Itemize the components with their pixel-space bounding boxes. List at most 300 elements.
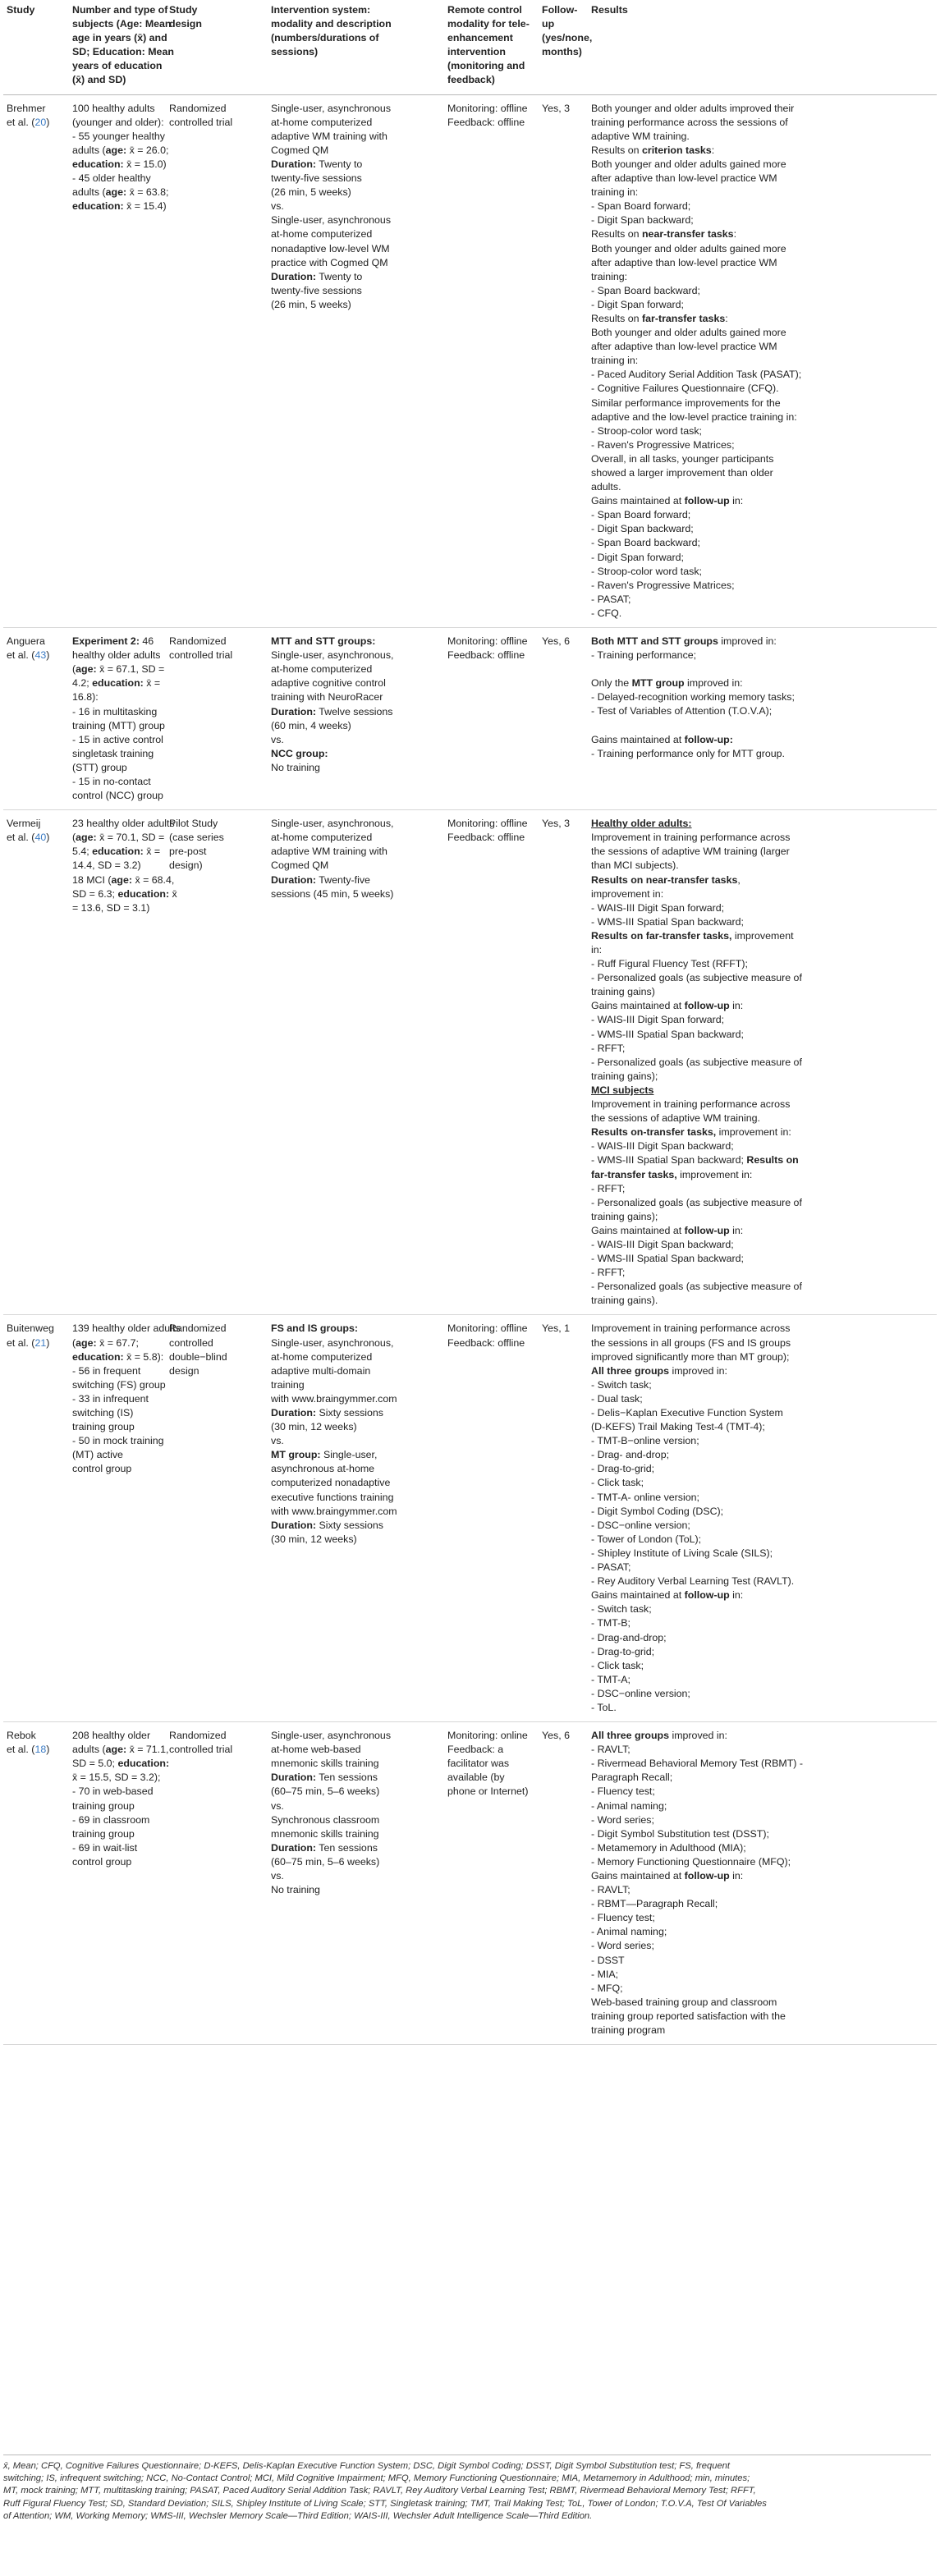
header-line: enhancement [447, 32, 513, 44]
text-run: : [733, 228, 737, 241]
bold-text: Experiment 2: [72, 635, 140, 648]
text-run: training: [591, 270, 628, 282]
results-cell [588, 628, 937, 810]
cell-line [591, 1771, 930, 1785]
text-run: (30 min, 12 weeks) [271, 1421, 357, 1433]
cell-line [271, 1420, 438, 1434]
cell-line [169, 1322, 261, 1336]
reference-link[interactable]: 43 [34, 649, 47, 662]
text-run: Both younger and older adults gained more [591, 158, 786, 170]
cell-line [591, 522, 930, 536]
reference-link[interactable]: 40 [34, 832, 47, 844]
cell-line [591, 690, 930, 704]
text-run: adults ( [72, 1744, 106, 1756]
blank-line [591, 719, 930, 733]
cell-line [591, 1224, 930, 1238]
cell-line [72, 1420, 159, 1434]
text-run: Randomized [169, 635, 227, 648]
bold-text: education: [72, 1350, 124, 1363]
cell-line [72, 831, 165, 845]
text-run: - Span Board backward; [591, 537, 700, 549]
cell-line [271, 845, 438, 859]
cell-line [591, 1827, 930, 1841]
text-run: switching (FS) group [72, 1378, 166, 1391]
text-run: phone or Internet) [447, 1785, 529, 1798]
text-run: (60–75 min, 5–6 weeks) [271, 1855, 380, 1868]
text-run: - Span Board forward; [591, 509, 691, 521]
cell-line [591, 635, 930, 649]
cell-line [591, 1897, 930, 1911]
cell-line [447, 649, 532, 662]
table-row [3, 628, 937, 810]
reference-link[interactable]: 21 [34, 1336, 47, 1349]
text-run: ) [46, 832, 50, 844]
text-run: controlled trial [169, 1744, 233, 1756]
text-run: No training [271, 1884, 320, 1896]
text-run: Feedback: a [447, 1744, 504, 1756]
text-run: in: [729, 495, 744, 507]
cell-line [447, 1771, 532, 1785]
table-body [3, 94, 937, 2045]
text-run: at-home computerized [271, 663, 373, 676]
text-run: ( [72, 1336, 76, 1349]
text-run: training group [72, 1799, 135, 1812]
text-run: Only the [591, 677, 632, 690]
text-run: - Personalized goals (as subjective measure of [591, 1056, 802, 1068]
cell-line [591, 1364, 930, 1378]
text-run: in: [729, 1224, 744, 1236]
design-cell [166, 94, 268, 627]
cell-line [591, 971, 930, 985]
text-run: at-home computerized [271, 832, 373, 844]
cell-line [591, 1406, 930, 1420]
cell-line [72, 1799, 159, 1813]
bold-text: follow-up [684, 1589, 730, 1602]
text-run: - Rivermead Behavioral Memory Test (RBMT) - [591, 1758, 803, 1770]
cell-line [447, 1729, 532, 1743]
text-run: - TMT-A; [591, 1673, 630, 1685]
table-row [3, 94, 937, 627]
remote-control-cell [444, 94, 539, 627]
cell-line [591, 256, 930, 270]
text-run: facilitator was [447, 1758, 510, 1770]
cell-line [591, 607, 930, 621]
text-run: - Dual task; [591, 1392, 643, 1405]
text-run: controlled [169, 1336, 213, 1349]
cell-line [72, 1364, 159, 1378]
text-run: , [737, 873, 741, 886]
cell-line [591, 1266, 930, 1280]
footnote-line: switching; IS, infrequent switching; NCC, No-Contact Control; MCI, Mild Cognitive Impairment; MFQ, Memory Functioning Questionnaire; MIA, Metamemory in Adulthood; min, minutes; [3, 2473, 750, 2484]
bold-text: Duration: [271, 1407, 317, 1419]
text-run: et al. ( [7, 832, 35, 844]
bold-text: education: [117, 1758, 170, 1770]
text-run: ) [46, 116, 50, 128]
cell-line [271, 873, 438, 887]
header-line: (x̄) and SD) [72, 74, 126, 86]
subjects-cell [69, 810, 177, 1315]
cell-line [591, 1743, 930, 1757]
cell-line [591, 116, 930, 130]
cell-line [591, 1982, 930, 1996]
cell-line [169, 831, 261, 845]
cell-line [271, 130, 438, 144]
cell-line [591, 242, 930, 256]
cell-line [591, 1294, 930, 1308]
text-run: - Digit Span backward; [591, 214, 694, 227]
reference-link[interactable]: 18 [34, 1744, 47, 1756]
cell-line [591, 1645, 930, 1659]
header-followup [539, 0, 593, 94]
cell-line [591, 1855, 930, 1869]
cell-line [591, 1028, 930, 1042]
text-run: showed a larger improvement than older [591, 467, 773, 479]
cell-line [72, 116, 164, 130]
cell-line [591, 999, 930, 1013]
text-run: - Paced Auditory Serial Addition Task (PASAT); [591, 369, 802, 381]
text-run: Randomized [169, 102, 227, 114]
text-run: Monitoring: offline [447, 102, 528, 114]
cell-line [72, 1322, 181, 1336]
cell-line [271, 1855, 438, 1869]
cell-line [271, 1491, 438, 1505]
cell-line [591, 284, 930, 298]
text-run: - Metamemory in Adulthood (MIA); [591, 1841, 746, 1854]
text-run: - MFQ; [591, 1982, 623, 1994]
remote-control-cell [444, 628, 539, 810]
text-run: - Raven's Progressive Matrices; [591, 438, 735, 451]
text-run: = 13.6, SD = 3.1) [72, 901, 150, 914]
text-run: 16.8): [72, 691, 99, 704]
cell-line [591, 704, 930, 718]
header-subjects [69, 0, 174, 94]
cell-line [591, 494, 930, 508]
results-cell [588, 810, 937, 1315]
bold-text: education: [92, 677, 144, 690]
cell-line [591, 396, 930, 410]
text-run: Yes, 6 [542, 635, 570, 648]
cell-line [591, 1799, 930, 1813]
text-run: training performance across the sessions of [591, 116, 788, 128]
cell-line [542, 1729, 581, 1743]
cell-line [7, 817, 62, 831]
cell-line [271, 242, 438, 256]
cell-line [271, 635, 438, 649]
cell-line [591, 1574, 930, 1588]
cell-line [72, 1336, 159, 1350]
cell-line [591, 1673, 930, 1687]
text-run: Vermeij [7, 818, 41, 830]
cell-line [591, 438, 930, 452]
text-run: - RFFT; [591, 1267, 626, 1279]
text-run: ) [46, 649, 50, 662]
cell-line [271, 747, 438, 761]
header-line: months) [542, 46, 582, 58]
bold-text: follow-up: [684, 733, 733, 745]
cell-line [591, 1252, 930, 1266]
text-run: training program [591, 2024, 666, 2037]
cell-line [447, 817, 532, 831]
cell-line [591, 845, 930, 859]
cell-line [72, 873, 175, 887]
text-run: Feedback: offline [447, 1336, 525, 1349]
cell-line [591, 1841, 930, 1855]
study-cell [3, 94, 69, 627]
cell-line [591, 1659, 930, 1673]
cell-line [271, 158, 438, 172]
cell-line [591, 1210, 930, 1224]
cell-line [591, 382, 930, 396]
text-run: Monitoring: offline [447, 635, 528, 648]
text-run: 100 healthy adults [72, 102, 155, 114]
text-run: training gains) [591, 986, 655, 998]
text-run: Results on [591, 312, 642, 324]
cell-line [542, 635, 581, 649]
footnote-line: of Attention; WM, Working Memory; WMS-III, Wechsler Memory Scale—Third Edition; WAIS-III, Wechsler Adult Intelligence Scale—Third Edition. [3, 2510, 593, 2521]
cell-line [72, 817, 175, 831]
text-run: Monitoring: offline [447, 1322, 528, 1335]
bold-text: education: [72, 158, 124, 170]
text-run: - Word series; [591, 1813, 654, 1826]
text-run: - RAVLT; [591, 1884, 630, 1896]
cell-line [271, 1785, 438, 1799]
intervention-cell [268, 1722, 444, 2045]
header-results [588, 0, 937, 94]
cell-line [447, 831, 532, 845]
cell-line [591, 1168, 930, 1182]
text-run: Overall, in all tasks, younger participants [591, 452, 774, 465]
cell-line [72, 649, 159, 662]
text-run: - TMT-B; [591, 1617, 630, 1629]
text-run: in: [729, 1000, 744, 1012]
text-run: Twenty to [316, 158, 363, 170]
cell-line [591, 1322, 930, 1336]
text-run: adults. [591, 481, 621, 493]
subjects-cell [69, 94, 169, 627]
cell-line [271, 1336, 438, 1350]
text-run: in: [729, 1589, 744, 1602]
text-run: - Stroop-color word task; [591, 565, 702, 577]
text-run: improved in: [718, 635, 777, 648]
text-run: - Delis−Kaplan Executive Function System [591, 1407, 783, 1419]
text-run: - Animal naming; [591, 1799, 667, 1812]
text-run: - WAIS-III Digit Span backward; [591, 1140, 734, 1153]
cell-line [271, 1519, 438, 1533]
text-run: twenty-five sessions [271, 284, 362, 296]
intervention-cell [268, 810, 444, 1315]
cell-line [591, 1125, 930, 1139]
text-run: vs. [271, 733, 284, 745]
text-run: Sixty sessions [316, 1519, 384, 1531]
cell-line [72, 859, 159, 873]
text-run: pre-post [169, 846, 207, 858]
header-line: design [169, 18, 202, 30]
cell-line [447, 1743, 532, 1757]
text-run: at-home computerized [271, 228, 373, 241]
text-run: Single-user, [320, 1449, 378, 1461]
cell-line [591, 298, 930, 312]
text-run: training in: [591, 355, 639, 367]
text-run: the sessions of adaptive WM training. [591, 1112, 760, 1125]
cell-line [271, 1322, 438, 1336]
text-run: - Personalized goals (as subjective measure of [591, 972, 802, 984]
text-run: - Raven's Progressive Matrices; [591, 579, 735, 591]
text-run: Improvement in training performance across [591, 1322, 791, 1335]
cell-line [591, 817, 930, 831]
cell-line [591, 887, 930, 901]
cell-line [271, 172, 438, 186]
cell-line [7, 1729, 62, 1743]
study-cell [3, 1315, 69, 1722]
cell-line [271, 1743, 438, 1757]
footnote-line: x̄, Mean; CFQ, Cognitive Failures Questionnaire; D-KEFS, Delis-Kaplan Executive Function System; DSC, Digit Symbol Coding; DSST, Digit Symbol Substitution test; FS, frequent [3, 2461, 730, 2471]
text-run: - Click task; [591, 1477, 644, 1489]
header-line: (yes/none, [542, 32, 593, 44]
cell-line [169, 635, 261, 649]
text-run: x̄ = [143, 677, 161, 690]
cell-line [271, 887, 438, 901]
cell-line [591, 1954, 930, 1968]
text-run: - Training performance only for MTT group. [591, 747, 785, 759]
text-run: improved significantly more than MT group); [591, 1350, 790, 1363]
text-run: - 16 in multitasking [72, 705, 158, 717]
cell-line [271, 1392, 438, 1406]
text-run: - Personalized goals (as subjective measure of [591, 1281, 802, 1293]
cell-line [271, 1869, 438, 1883]
text-run: - Click task; [591, 1659, 644, 1671]
cell-line [591, 340, 930, 354]
text-run: twenty-five sessions [271, 172, 362, 185]
cell-line [271, 690, 438, 704]
cell-line [591, 1701, 930, 1715]
table-row [3, 1315, 937, 1722]
cell-line [542, 817, 581, 831]
table-header-row [3, 0, 937, 94]
text-run: double−blind [169, 1350, 227, 1363]
text-run: Randomized [169, 1730, 227, 1742]
text-run: training (MTT) group [72, 719, 165, 731]
cell-line [72, 1392, 159, 1406]
cell-line [72, 887, 177, 901]
cell-line [72, 130, 165, 144]
text-run: - 69 in wait-list [72, 1841, 138, 1854]
cell-line [72, 676, 159, 690]
header-line: Results [591, 4, 628, 16]
header-line: (monitoring and [447, 60, 525, 72]
text-run: training gains); [591, 1210, 658, 1222]
cell-line [271, 1729, 438, 1743]
cell-line [72, 172, 159, 186]
cell-line [591, 1350, 930, 1364]
cell-line [591, 466, 930, 480]
text-run: switching (IS) [72, 1407, 134, 1419]
text-run: x̄ = 71.1, [126, 1744, 169, 1756]
text-run: x̄ = 63.8; [126, 186, 169, 199]
cell-line [72, 775, 159, 789]
text-run: available (by [447, 1772, 505, 1784]
cell-line [591, 1448, 930, 1462]
cell-line [271, 1350, 438, 1364]
cell-line [591, 1462, 930, 1476]
cell-line [72, 635, 159, 649]
bold-text: criterion tasks [641, 144, 712, 156]
cell-line [271, 831, 438, 845]
text-run: control group [72, 1463, 132, 1475]
text-run: - 15 in active control [72, 733, 163, 745]
cell-line [591, 733, 930, 747]
cell-line [271, 719, 438, 733]
cell-line [72, 901, 159, 915]
text-run: at-home web-based [271, 1744, 361, 1756]
header-line: modality and description [271, 18, 392, 30]
cell-line [271, 705, 438, 719]
cell-line [591, 1968, 930, 1982]
cell-line [271, 256, 438, 270]
cell-line [591, 2010, 930, 2024]
text-run: than MCI subjects). [591, 859, 679, 872]
results-cell [588, 1315, 937, 1722]
text-run: training gains). [591, 1295, 658, 1307]
text-run: (younger and older): [72, 116, 164, 128]
cell-line [72, 1785, 159, 1799]
reference-link[interactable]: 20 [34, 116, 47, 128]
text-run: after adaptive than low-level practice WM [591, 341, 777, 353]
cell-line [591, 1939, 930, 1953]
cell-line [271, 733, 438, 747]
text-run: Yes, 3 [542, 818, 570, 830]
bold-text: age: [111, 873, 132, 886]
cell-line [7, 635, 62, 649]
text-run: training [271, 1378, 305, 1391]
cell-line [591, 1588, 930, 1602]
cell-line [591, 1098, 930, 1112]
cell-line [591, 480, 930, 494]
bold-text: age: [105, 144, 127, 156]
text-run: improvement in: [676, 1168, 753, 1180]
table-row [3, 1722, 937, 2045]
text-run: Results on [591, 228, 642, 241]
cell-line [591, 199, 930, 213]
text-run: training group reported satisfaction with the [591, 2010, 786, 2022]
cell-line [72, 1771, 159, 1785]
text-run: Both younger and older adults gained more [591, 242, 786, 254]
footnote-line: MT, mock training; MTT, multitasking training; PASAT, Paced Auditory Serial Addition Task; RAVLT, Rey Auditory Verbal Learning Test; RBMT, Rivermead Behavioral Memory Test; RFFT, [3, 2486, 756, 2496]
cell-line [447, 1336, 532, 1350]
text-run: Both younger and older adults improved their [591, 102, 795, 114]
cell-line [72, 1462, 159, 1476]
text-run: Ten sessions [316, 1841, 378, 1854]
text-run: Yes, 3 [542, 102, 570, 114]
header-line: up [542, 18, 555, 30]
cell-line [591, 649, 930, 662]
text-run: - Digit Span forward; [591, 298, 684, 310]
cell-line [591, 1729, 930, 1743]
text-run: Cogmed QM [271, 859, 329, 872]
cell-line [72, 1855, 159, 1869]
text-run: - Drag-to-grid; [591, 1463, 655, 1475]
cell-line [591, 1238, 930, 1252]
cell-line [591, 130, 930, 144]
cell-line [169, 1743, 261, 1757]
cell-line [169, 1336, 261, 1350]
text-run: - CFQ. [591, 607, 622, 619]
text-run: : [711, 144, 715, 156]
cell-line [591, 172, 930, 186]
cell-line [591, 1631, 930, 1645]
text-run: 18 MCI ( [72, 873, 112, 886]
cell-line [271, 1771, 438, 1785]
cell-line [72, 186, 169, 199]
